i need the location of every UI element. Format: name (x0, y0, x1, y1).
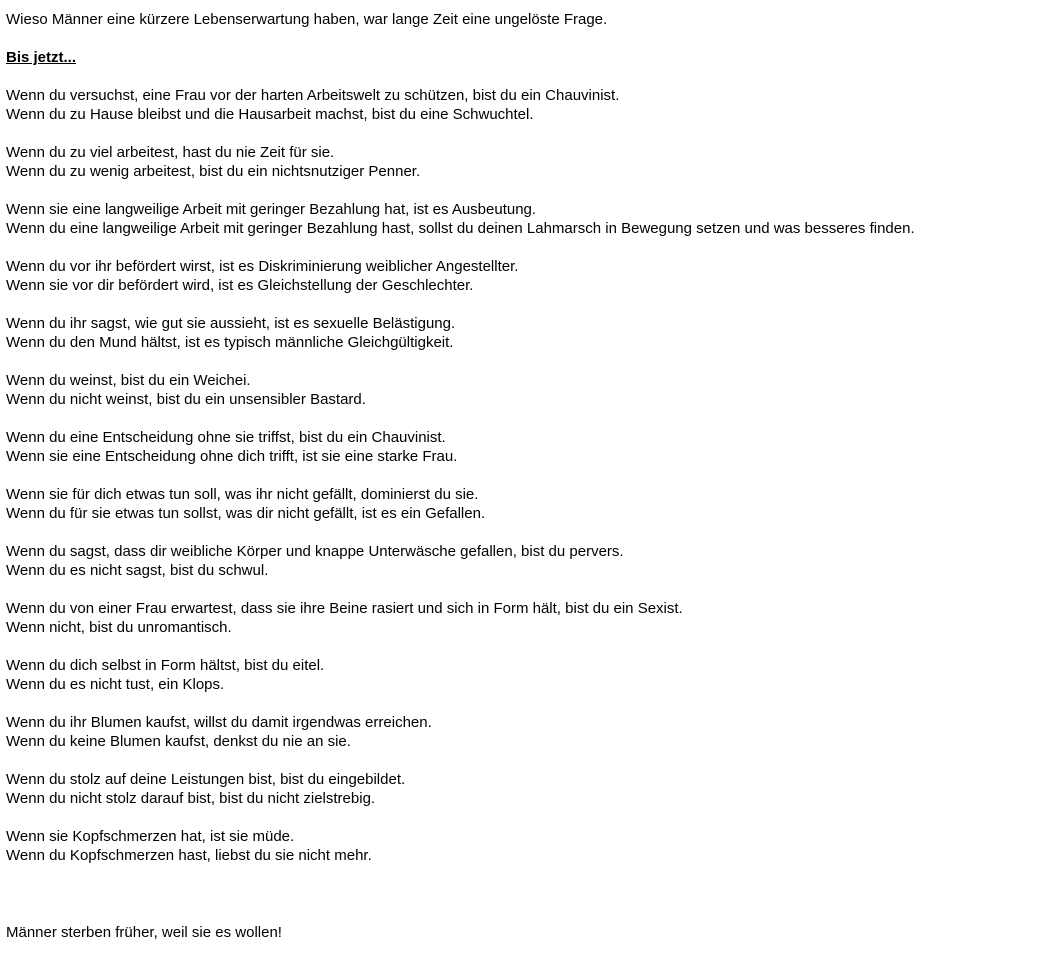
stanza-line: Wenn du dich selbst in Form hältst, bist du eitel. (6, 657, 325, 674)
stanza-line: Wenn du nicht stolz darauf bist, bist du nicht zielstrebig. (6, 790, 376, 807)
stanza-line: Wenn du keine Blumen kaufst, denkst du nie an sie. (6, 733, 351, 750)
stanza (6, 428, 1040, 466)
stanza-line: Wenn du von einer Frau erwartest, dass sie ihre Beine rasiert und sich in Form hält, bist du ein Sexist. (6, 600, 683, 617)
stanza (6, 257, 1040, 295)
stanza-line: Wenn sie vor dir befördert wird, ist es Gleichstellung der Geschlechter. (6, 277, 474, 294)
stanza (6, 542, 1040, 580)
stanza (6, 827, 1040, 865)
stanza (6, 713, 1040, 751)
stanza (6, 86, 1040, 124)
stanza (6, 485, 1040, 523)
stanza-line: Wenn du stolz auf deine Leistungen bist, bist du eingebildet. (6, 771, 406, 788)
stanza-line: Wenn du es nicht sagst, bist du schwul. (6, 562, 269, 579)
stanza-line: Wenn sie eine Entscheidung ohne dich trifft, ist sie eine starke Frau. (6, 448, 458, 465)
stanza-line: Wenn du nicht weinst, bist du ein unsensibler Bastard. (6, 391, 366, 408)
stanza (6, 599, 1040, 637)
stanza-line: Wenn du zu Hause bleibst und die Hausarbeit machst, bist du eine Schwuchtel. (6, 106, 534, 123)
stanza-line: Wenn sie für dich etwas tun soll, was ihr nicht gefällt, dominierst du sie. (6, 486, 479, 503)
stanza-line: Wenn du weinst, bist du ein Weichei. (6, 372, 251, 389)
stanza-line: Wenn nicht, bist du unromantisch. (6, 619, 232, 636)
stanza-line: Wenn du Kopfschmerzen hast, liebst du sie nicht mehr. (6, 847, 372, 864)
stanza-line: Wenn sie Kopfschmerzen hat, ist sie müde. (6, 828, 295, 845)
stanza-line: Wenn sie eine langweilige Arbeit mit geringer Bezahlung hat, ist es Ausbeutung. (6, 201, 537, 218)
stanza (6, 371, 1040, 409)
stanza-list (6, 86, 1040, 865)
stanza-line: Wenn du ihr Blumen kaufst, willst du damit irgendwas erreichen. (6, 714, 432, 731)
stanza-line: Wenn du ihr sagst, wie gut sie aussieht, ist es sexuelle Belästigung. (6, 315, 456, 332)
stanza-line: Wenn du für sie etwas tun sollst, was dir nicht gefällt, ist es ein Gefallen. (6, 505, 486, 522)
stanza (6, 656, 1040, 694)
stanza-line: Wenn du zu wenig arbeitest, bist du ein nichtsnutziger Penner. (6, 163, 421, 180)
intro-text: Wieso Männer eine kürzere Lebenserwartung haben, war lange Zeit eine ungelöste Frage. (6, 11, 608, 28)
stanza-line: Wenn du eine langweilige Arbeit mit geringer Bezahlung hast, sollst du deinen Lahmarsch in Bewegung setzen und was besseres finden. (6, 220, 915, 237)
stanza-line: Wenn du es nicht tust, ein Klops. (6, 676, 225, 693)
stanza (6, 770, 1040, 808)
closing-line: Männer sterben früher, weil sie es wollen! (6, 924, 282, 941)
stanza-line: Wenn du eine Entscheidung ohne sie triffst, bist du ein Chauvinist. (6, 429, 446, 446)
stanza-line: Wenn du vor ihr befördert wirst, ist es Diskriminierung weiblicher Angestellter. (6, 258, 519, 275)
stanza-line: Wenn du versuchst, eine Frau vor der harten Arbeitswelt zu schützen, bist du ein Chauvinist. (6, 87, 620, 104)
stanza (6, 314, 1040, 352)
stanza (6, 200, 1040, 238)
stanza-line: Wenn du sagst, dass dir weibliche Körper und knappe Unterwäsche gefallen, bist du pervers. (6, 543, 624, 560)
stanza (6, 143, 1040, 181)
stanza-line: Wenn du zu viel arbeitest, hast du nie Zeit für sie. (6, 144, 335, 161)
section-heading: Bis jetzt... (6, 49, 77, 66)
stanza-line: Wenn du den Mund hältst, ist es typisch männliche Gleichgültigkeit. (6, 334, 454, 351)
